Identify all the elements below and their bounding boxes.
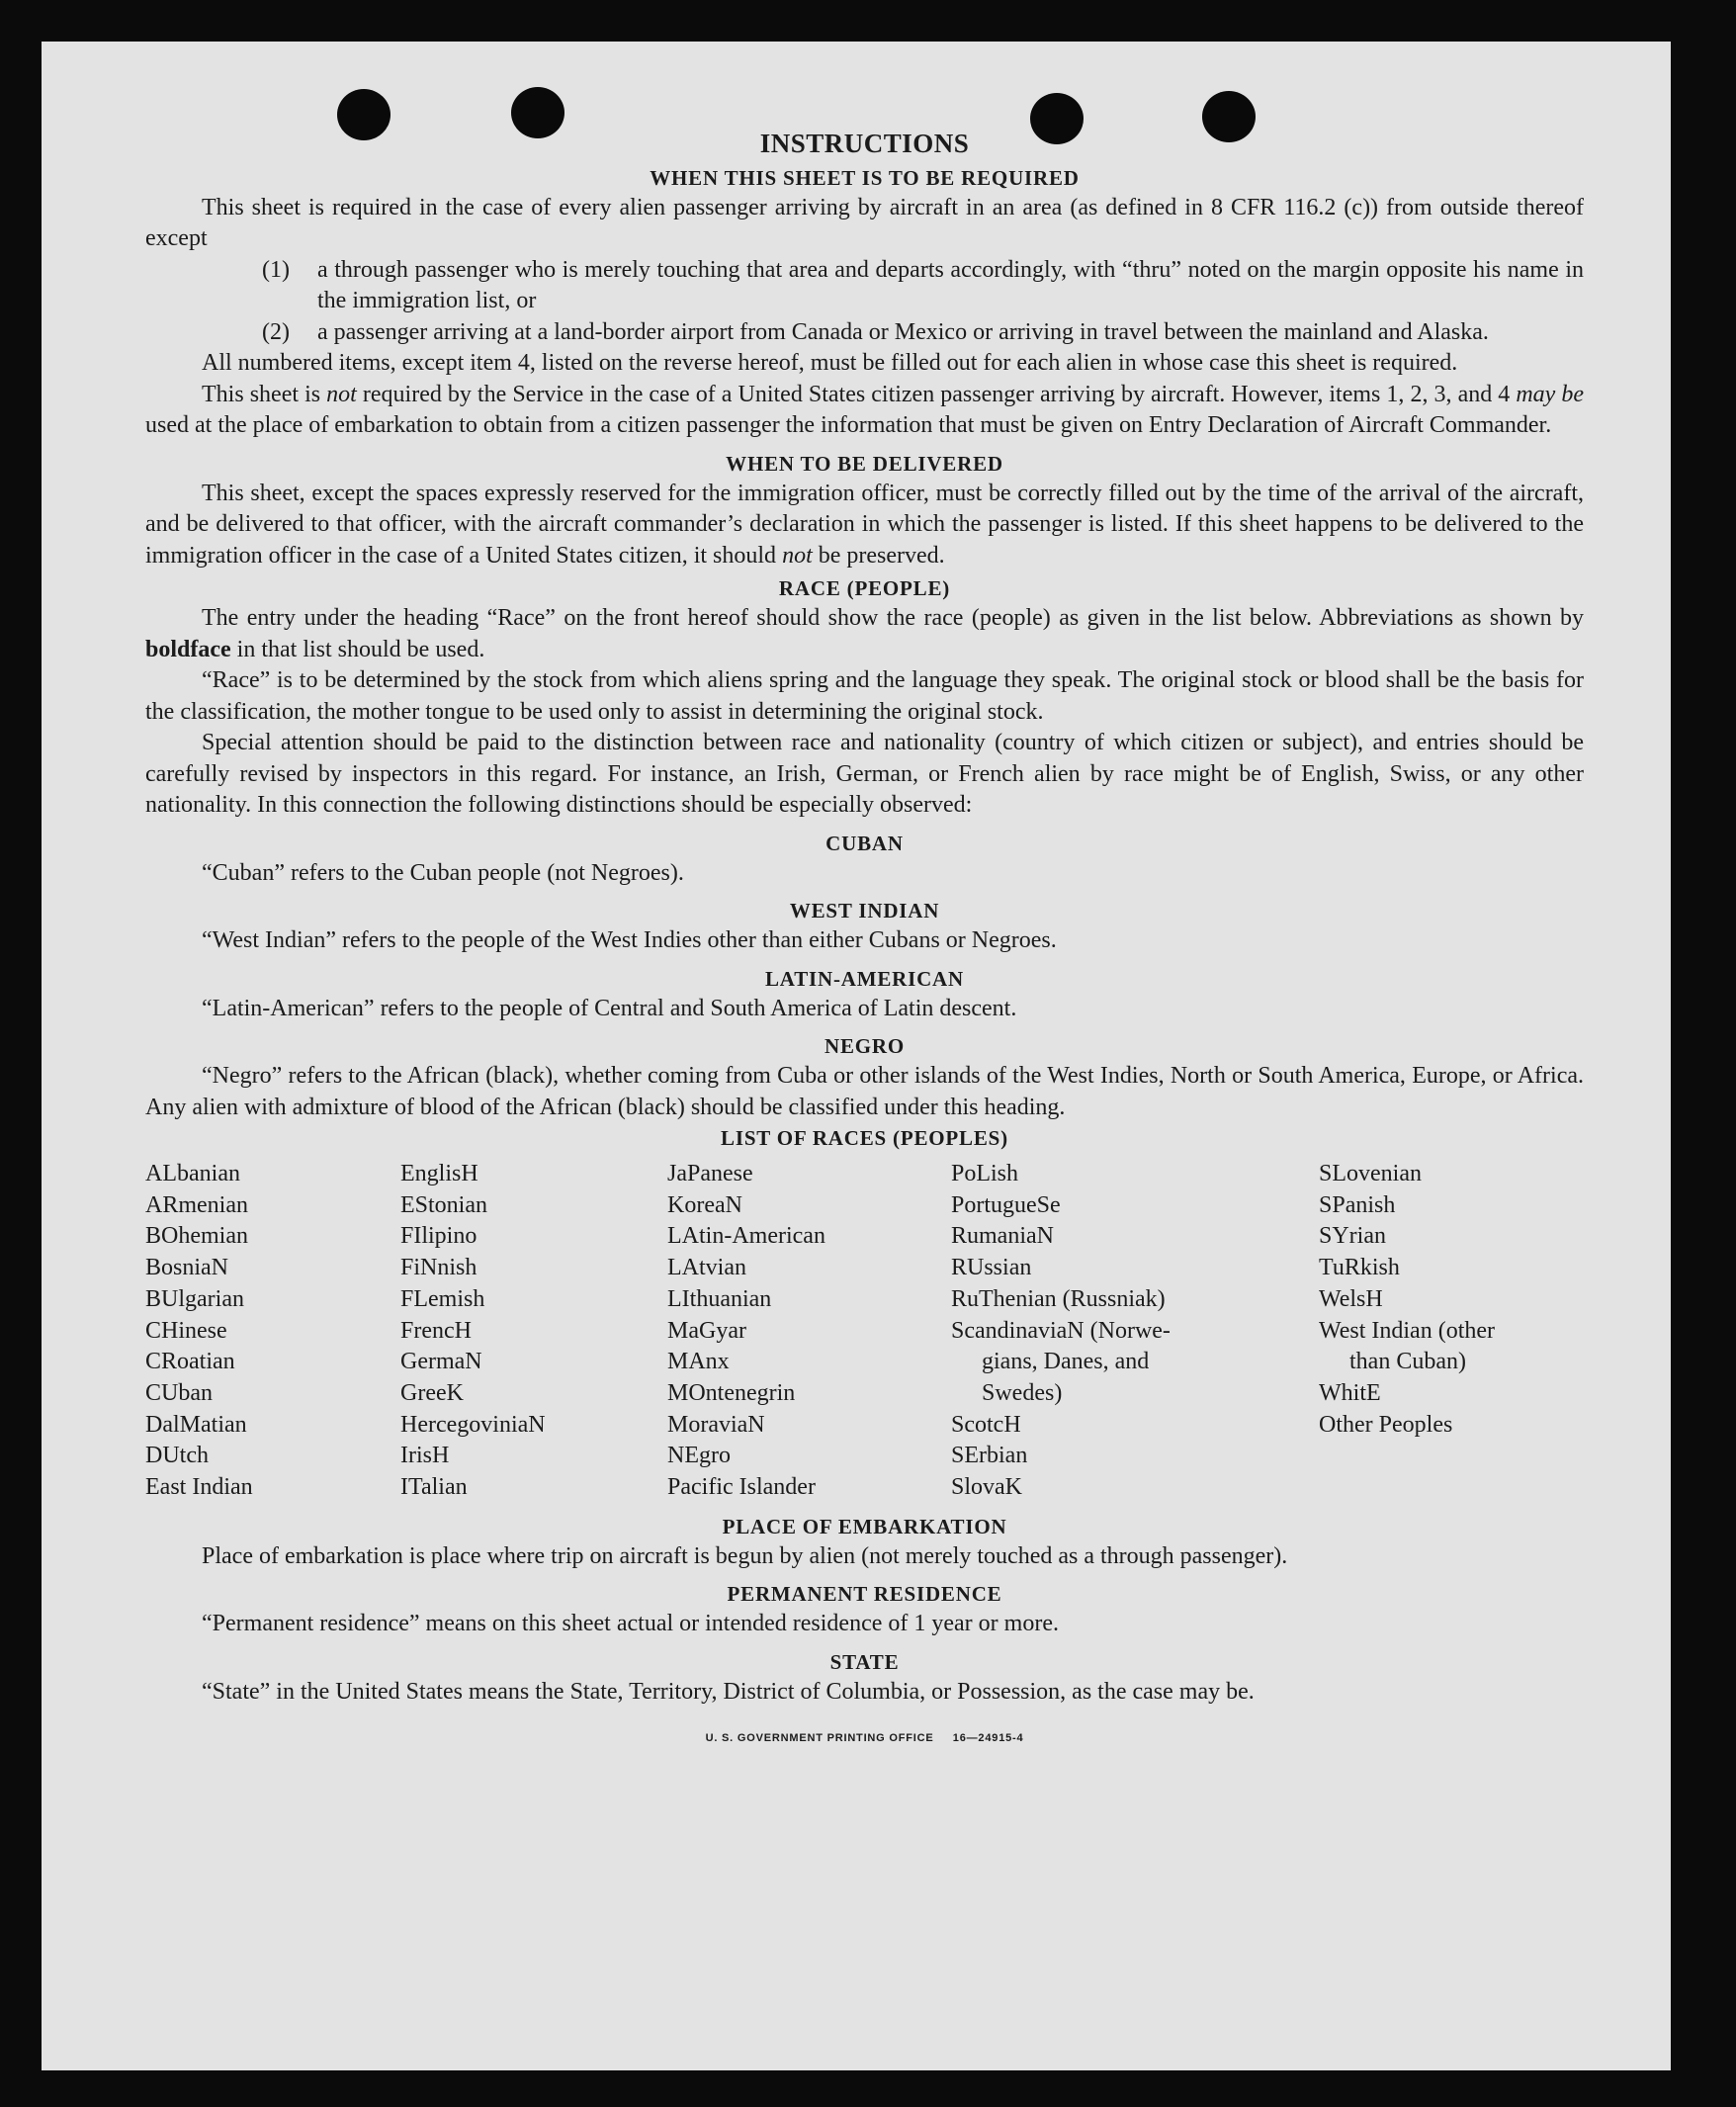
race-item-continuation: than Cuban) (1349, 1349, 1466, 1375)
race-item: MoraviaN (667, 1411, 765, 1438)
race-item: HercegoviniaN (400, 1411, 546, 1438)
negro-text: “Negro” refers to the African (black), whether coming from Cuba or other islands of the West Indies, North or South America, Europe, or Africa. Any alien with admixture of blood of the African (black) should be classified under this heading. (145, 1063, 1584, 1120)
race-item: PortugueSe (951, 1191, 1061, 1218)
race-item: MAnx (667, 1349, 730, 1375)
race-item: RumaniaN (951, 1223, 1054, 1250)
race-item: SPanish (1319, 1191, 1396, 1218)
citizen-text-1: This sheet is (202, 381, 321, 407)
exception-item-1 (262, 255, 1584, 317)
latin-american-text: “Latin-American” refers to the people of Central and South America of Latin descent. (202, 995, 1017, 1021)
exception-number: (2) (262, 318, 290, 345)
race-item: MOntenegrin (667, 1379, 796, 1406)
race-item: GermaN (400, 1349, 482, 1375)
citizen-paragraph (145, 380, 1584, 442)
race-item: SLovenian (1319, 1161, 1422, 1186)
race-item: WhitE (1319, 1379, 1381, 1406)
citizen-not-emphasis: not (326, 381, 357, 407)
race-item: East Indian (145, 1474, 253, 1501)
race-item: ALbanian (145, 1161, 240, 1186)
heading-when-required: WHEN THIS SHEET IS TO BE REQUIRED (650, 165, 1080, 190)
numbered-items-paragraph: All numbered items, except item 4, listed on the reverse hereof, must be filled out for each alien in whose case this sheet is required. (202, 350, 1458, 376)
race-item: WelsH (1319, 1285, 1383, 1312)
heading-when-delivered: WHEN TO BE DELIVERED (726, 451, 1003, 476)
citizen-text-3: used at the place of embarkation to obtain from a citizen passenger the information that must be given on Entry Declaration of Aircraft Commander. (145, 412, 1552, 438)
required-intro: This sheet is required in the case of every alien passenger arriving by aircraft in an area (as defined in 8 CFR 116.2 (c)) from outside thereof except (145, 194, 1584, 251)
race-item: MaGyar (667, 1317, 746, 1344)
citizen-text-2: required by the Service in the case of a United States citizen passenger arriving by aircraft. However, items 1, 2, 3, and 4 (362, 381, 1511, 407)
race-item: BUlgarian (145, 1285, 244, 1312)
race-item: SYrian (1319, 1223, 1386, 1250)
race-item: JaPanese (667, 1161, 753, 1186)
race-item: KoreaN (667, 1191, 742, 1218)
citizen-may-be-emphasis: may be (1516, 381, 1585, 407)
race-list (145, 1159, 1584, 1504)
heading-permanent-residence: PERMANENT RESIDENCE (727, 1582, 1002, 1607)
exception-number: (1) (262, 256, 290, 283)
heading-state: STATE (829, 1649, 900, 1674)
race-paragraph-3: Special attention should be paid to the distinction between race and nationality (country of which citizen or subject), and entries should be carefully revised by inspectors in this regard. For instance, an Irish, German, or French alien by race might be of English, Swiss, or any other nationality. In this connection the following distinctions should be especially observed: (145, 730, 1584, 818)
embarkation-text: Place of embarkation is place where trip on aircraft is begun by alien (not merely touched as a through passenger). (202, 1542, 1288, 1569)
race-text-1: The entry under the heading “Race” on the front hereof should show the race (people) as given in the list below. Abbreviations as shown by (202, 605, 1584, 631)
boldface-word: boldface (145, 636, 231, 662)
delivered-not-emphasis: not (782, 542, 813, 569)
race-item: EnglisH (400, 1161, 478, 1186)
race-item: SErbian (951, 1443, 1028, 1469)
race-item: CHinese (145, 1317, 227, 1344)
race-item: GreeK (400, 1379, 464, 1406)
race-item: FiNnish (400, 1255, 477, 1281)
race-column-3 (667, 1159, 951, 1504)
race-item: RuThenian (Russniak) (951, 1285, 1166, 1312)
race-item: ScotcH (951, 1411, 1021, 1438)
state-text: “State” in the United States means the State, Territory, District of Columbia, or Possession, as the case may be. (202, 1678, 1255, 1705)
race-item: ITalian (400, 1474, 468, 1501)
exception-item-2 (262, 317, 1584, 349)
race-item: TuRkish (1319, 1255, 1400, 1281)
race-item: West Indian (other (1319, 1317, 1496, 1344)
race-item: CRoatian (145, 1349, 235, 1375)
race-item: BOhemian (145, 1223, 248, 1250)
race-item: PoLish (951, 1161, 1019, 1186)
race-item: FIlipino (400, 1223, 477, 1250)
heading-negro: NEGRO (824, 1034, 905, 1058)
west-indian-text: “West Indian” refers to the people of the West Indies other than either Cubans or Negroes. (202, 927, 1057, 953)
heading-latin-american: LATIN-AMERICAN (765, 966, 964, 991)
race-column-1 (145, 1159, 400, 1504)
exception-text: a passenger arriving at a land-border airport from Canada or Mexico or arriving in travel between the mainland and Alaska. (317, 318, 1489, 345)
heading-west-indian: WEST INDIAN (789, 899, 940, 922)
race-item: FrencH (400, 1317, 472, 1344)
cuban-text: “Cuban” refers to the Cuban people (not Negroes). (202, 859, 684, 886)
race-item: LAtvian (667, 1255, 746, 1281)
delivered-text-1: This sheet, except the spaces expressly reserved for the immigration officer, must be correctly filled out by the time of the arrival of the aircraft, and be delivered to that officer, with the aircraft commander’s declaration in which the passenger is listed. If this sheet happens to be delivered to the immigration officer in the case of a United States citizen, it should (145, 480, 1584, 569)
exception-text: a through passenger who is merely touching that area and departs accordingly, with “thru” noted on the margin opposite his name in the immigration list, or (317, 256, 1584, 313)
race-item: Other Peoples (1319, 1411, 1453, 1438)
race-item: LIthuanian (667, 1285, 772, 1312)
race-item: BosniaN (145, 1255, 228, 1281)
race-column-2 (400, 1159, 667, 1504)
printer-imprint: U. S. GOVERNMENT PRINTING OFFICE 16—24915-4 (705, 1732, 1024, 1745)
race-item: LAtin-American (667, 1223, 825, 1250)
race-item: ScandinaviaN (Norwe- (951, 1317, 1171, 1344)
race-item: FLemish (400, 1285, 485, 1312)
race-item: CUban (145, 1379, 213, 1406)
race-text-2: in that list should be used. (236, 636, 485, 662)
race-paragraph-2: “Race” is to be determined by the stock from which aliens spring and the language they speak. The original stock or blood shall be the basis for the classification, the mother tongue to be used only to assist in determining the original stock. (145, 667, 1584, 725)
race-item-continuation: Swedes) (982, 1379, 1063, 1406)
race-column-5 (1319, 1159, 1578, 1504)
instructions-content (145, 129, 1584, 1755)
heading-list-of-races: LIST OF RACES (PEOPLES) (721, 1126, 1008, 1150)
race-item-continuation: gians, Danes, and (982, 1349, 1150, 1375)
race-paragraph-1 (145, 603, 1584, 665)
race-item: Pacific Islander (667, 1474, 816, 1501)
race-column-4 (951, 1159, 1319, 1504)
race-item: EStonian (400, 1191, 487, 1218)
heading-race: RACE (PEOPLE) (778, 576, 951, 600)
race-item: RUssian (951, 1255, 1032, 1281)
race-item: IrisH (400, 1443, 450, 1469)
race-item: DalMatian (145, 1411, 247, 1438)
race-item: ARmenian (145, 1191, 248, 1218)
residence-text: “Permanent residence” means on this sheet actual or intended residence of 1 year or more. (202, 1611, 1059, 1637)
delivered-text-2: be preserved. (818, 542, 945, 569)
page-title: INSTRUCTIONS (759, 129, 970, 158)
document-sheet (42, 42, 1671, 2070)
race-item: SlovaK (951, 1474, 1022, 1501)
delivered-paragraph (145, 479, 1584, 572)
race-item: NEgro (667, 1443, 731, 1469)
race-item: DUtch (145, 1443, 209, 1469)
heading-place-of-embarkation: PLACE OF EMBARKATION (722, 1514, 1007, 1538)
heading-cuban: CUBAN (825, 831, 904, 855)
